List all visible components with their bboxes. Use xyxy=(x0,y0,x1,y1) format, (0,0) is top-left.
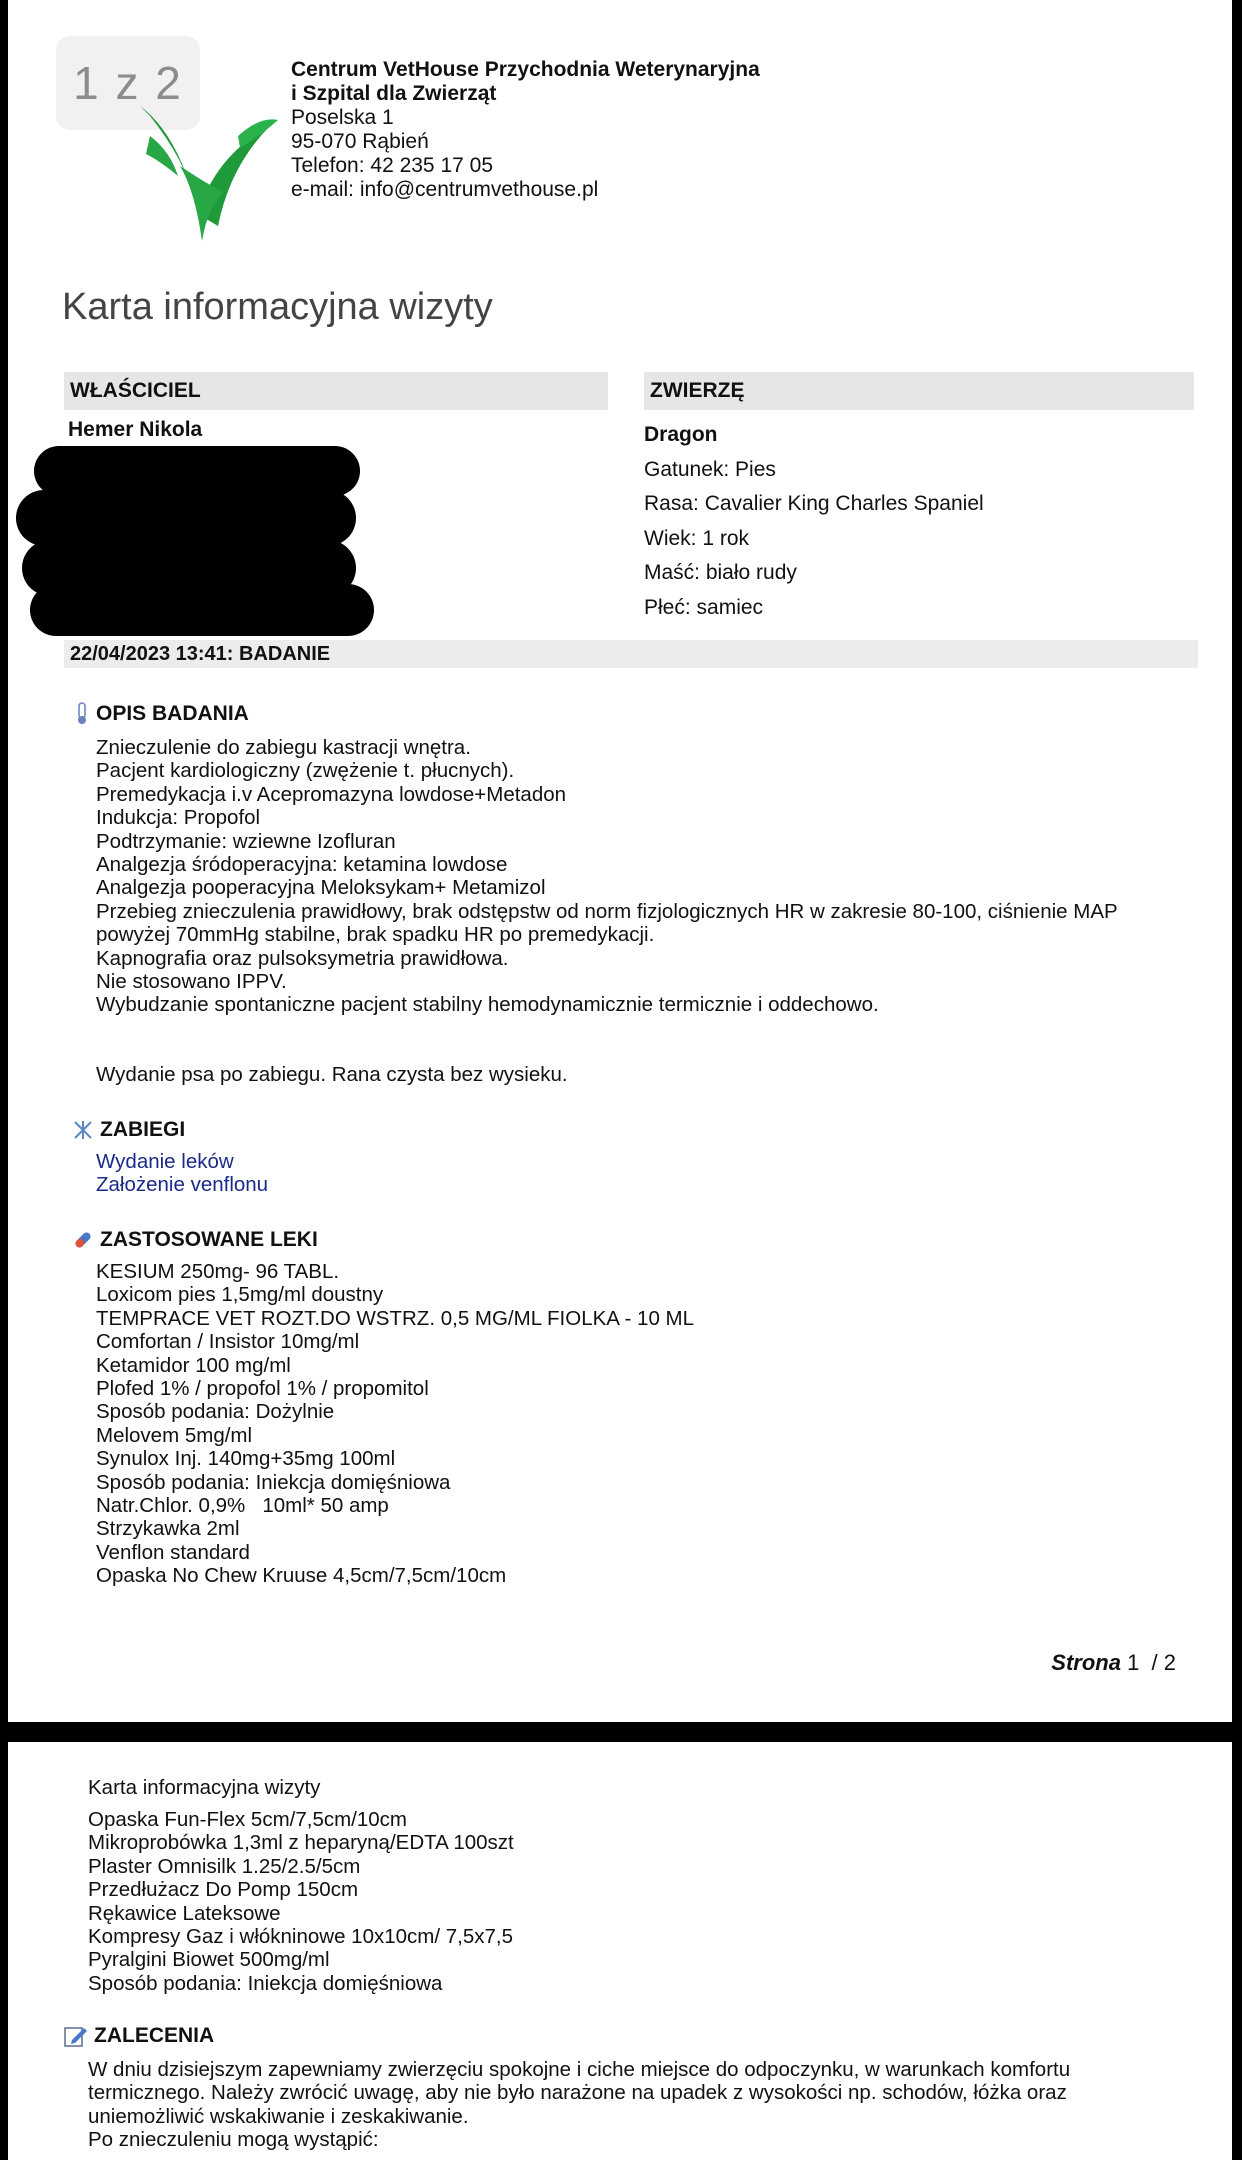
exam-line: Podtrzymanie: wziewne Izofluran xyxy=(96,829,396,853)
drug-item: Strzykawka 2ml xyxy=(96,1517,240,1541)
drug-item: Sposób podania: Dożylnie xyxy=(96,1400,335,1424)
drug-item: TEMPRACE VET ROZT.DO WSTRZ. 0,5 MG/ML FIOLKA - 10 ML xyxy=(96,1306,695,1330)
animal-breed: Rasa: Cavalier King Charles Spaniel xyxy=(644,492,984,515)
redaction-mark xyxy=(34,446,360,496)
clinic-street: Poselska 1 xyxy=(291,106,394,129)
procedures-list xyxy=(96,1150,1206,1197)
procedures-section-title xyxy=(72,1118,185,1142)
drug-item: Ketamidor 100 mg/ml xyxy=(96,1353,291,1377)
clinic-name-1: Centrum VetHouse Przychodnia Weterynaryjna xyxy=(291,58,760,81)
footer-value: 1 / 2 xyxy=(1127,1650,1176,1675)
owner-header: WŁAŚCICIEL xyxy=(64,372,608,410)
animal-species: Gatunek: Pies xyxy=(644,457,776,481)
animal-name: Dragon xyxy=(644,423,718,446)
animal-age: Wiek: 1 rok xyxy=(644,526,750,550)
redaction-mark xyxy=(16,490,356,546)
drug-item: Plaster Omnisilk 1.25/2.5/5cm xyxy=(88,1854,361,1878)
drug-item: Melovem 5mg/ml xyxy=(96,1423,253,1447)
exam-title: OPIS BADANIA xyxy=(96,702,249,725)
footer-label: Strona xyxy=(1051,1650,1121,1675)
exam-line: Przebieg znieczulenia prawidłowy, brak odstępstw od norm fizjologicznych HR w zakresie 80-100, ciśnienie MAP xyxy=(96,899,1118,923)
note-edit-icon xyxy=(64,2025,88,2047)
clinic-name-2: i Szpital dla Zwierząt xyxy=(291,82,497,105)
exam-line: Nie stosowano IPPV. xyxy=(96,970,287,994)
animal-color: Maść: biało rudy xyxy=(644,561,797,584)
exam-line: Indukcja: Propofol xyxy=(96,806,261,830)
drug-item: Venflon standard xyxy=(96,1540,250,1564)
exam-line: Premedykacja i.v Acepromazyna lowdose+Metadon xyxy=(96,782,567,806)
drug-item: Opaska No Chew Kruuse 4,5cm/7,5cm/10cm xyxy=(96,1564,507,1588)
clinic-info xyxy=(291,58,760,202)
procedure-link[interactable]: Założenie venflonu xyxy=(96,1173,269,1197)
clinic-phone: Telefon: 42 235 17 05 xyxy=(291,154,494,177)
drug-item: Sposób podania: Iniekcja domięśniowa xyxy=(88,1971,443,1995)
page2-header: Karta informacyjna wizyty xyxy=(88,1776,321,1799)
drug-item: Opaska Fun-Flex 5cm/7,5cm/10cm xyxy=(88,1808,407,1831)
pill-icon xyxy=(72,1229,94,1251)
drug-item: Mikroprobówka 1,3ml z heparyną/EDTA 100szt xyxy=(88,1831,514,1855)
drug-item: Przedłużacz Do Pomp 150cm xyxy=(88,1878,359,1902)
document-title: Karta informacyjna wizyty xyxy=(62,286,493,328)
exam-line: Analgezja śródoperacyjna: ketamina lowdose xyxy=(96,853,508,877)
redaction-mark xyxy=(30,584,374,636)
recommendation-line: W dniu dzisiejszym zapewniamy zwierzęciu spokojne i ciche miejsce do odpoczynku, w warunkach komfortu xyxy=(88,2058,1071,2081)
procedures-title: ZABIEGI xyxy=(100,1118,186,1141)
exam-line: Pacjent kardiologiczny (zwężenie t. płucnych). xyxy=(96,759,515,783)
recommendation-line: Po znieczuleniu mogą wystąpić: xyxy=(88,2128,379,2152)
drug-item: Rękawice Lateksowe xyxy=(88,1901,281,1925)
drugs-title: ZASTOSOWANE LEKI xyxy=(100,1228,318,1251)
exam-closing: Wydanie psa po zabiegu. Rana czysta bez wysieku. xyxy=(96,1062,568,1086)
animal-header: ZWIERZĘ xyxy=(644,372,1194,410)
drug-item: KESIUM 250mg- 96 TABL. xyxy=(96,1260,340,1283)
document-page-1 xyxy=(8,0,1232,1722)
drug-item: Sposób podania: Iniekcja domięśniowa xyxy=(96,1470,451,1494)
drug-item: Plofed 1% / propofol 1% / propomitol xyxy=(96,1377,429,1401)
owner-name: Hemer Nikola xyxy=(68,418,203,441)
exam-section-title xyxy=(74,702,249,726)
page-footer xyxy=(1051,1650,1176,1676)
drugs-section-title xyxy=(72,1228,318,1252)
page-counter: 1 z 2 xyxy=(56,36,200,130)
clinic-email: e-mail: info@centrumvethouse.pl xyxy=(291,178,599,201)
animal-info xyxy=(644,418,984,625)
drugs-list xyxy=(96,1260,1206,1588)
scalpel-icon xyxy=(72,1119,94,1141)
exam-line: powyżej 70mmHg stabilne, brak spadku HR po premedykacji. xyxy=(96,923,655,947)
exam-line: Analgezja pooperacyjna Meloksykam+ Metamizol xyxy=(96,876,546,900)
exam-line: Znieczulenie do zabiegu kastracji wnętra. xyxy=(96,736,471,759)
drug-item: Comfortan / Insistor 10mg/ml xyxy=(96,1330,360,1354)
visit-header: 22/04/2023 13:41: BADANIE xyxy=(64,640,1198,668)
drug-item: Pyralgini Biowet 500mg/ml xyxy=(88,1948,330,1972)
vethouse-logo xyxy=(120,96,280,246)
exam-line: Wybudzanie spontaniczne pacjent stabilny hemodynamicznie termicznie i oddechowo. xyxy=(96,993,879,1017)
exam-line: Kapnografia oraz pulsoksymetria prawidłowa. xyxy=(96,946,509,970)
exam-description xyxy=(96,736,1206,1086)
page2-drugs-list xyxy=(88,1808,1198,1995)
recommendation-line: uniemożliwić wskakiwanie i zeskakiwanie. xyxy=(88,2104,469,2128)
thermometer-icon xyxy=(74,702,90,726)
drug-item: Loxicom pies 1,5mg/ml doustny xyxy=(96,1283,384,1307)
recommendation-line: termicznego. Należy zwrócić uwagę, aby nie było narażone na upadek z wysokości np. schodów, łóżka oraz xyxy=(88,2081,1067,2105)
drug-item: Natr.Chlor. 0,9% 10ml* 50 amp xyxy=(96,1494,389,1518)
clinic-city: 95-070 Rąbień xyxy=(291,130,429,153)
recommendations-text xyxy=(88,2058,1198,2152)
drug-item: Synulox Inj. 140mg+35mg 100ml xyxy=(96,1447,396,1471)
procedure-link[interactable]: Wydanie leków xyxy=(96,1150,234,1173)
drug-item: Kompresy Gaz i włókninowe 10x10cm/ 7,5x7,5 xyxy=(88,1925,514,1949)
recommendations-title: ZALECENIA xyxy=(94,2024,215,2047)
recommendations-section-title xyxy=(64,2024,214,2048)
animal-sex: Płeć: samiec xyxy=(644,595,764,619)
